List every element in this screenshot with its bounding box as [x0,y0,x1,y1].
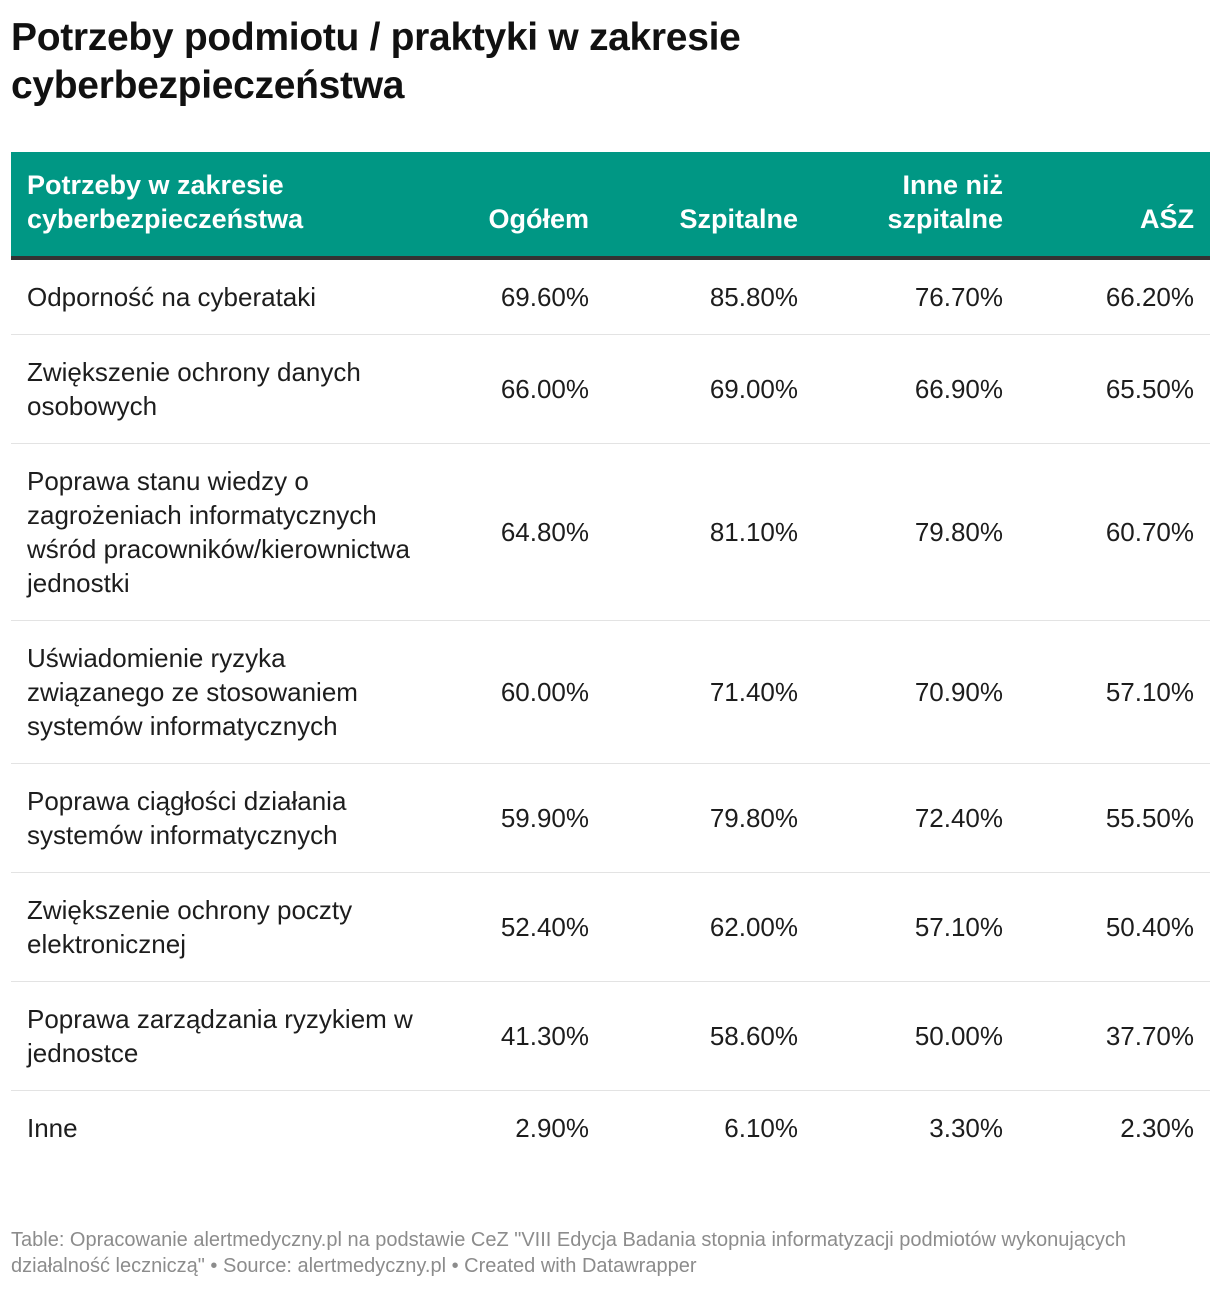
row-label: Poprawa ciągłości działania systemów informatycznych [11,764,431,873]
cell-non-hospital: 66.90% [814,335,1019,444]
cell-asz: 55.50% [1019,764,1210,873]
cell-overall: 59.90% [431,764,605,873]
cell-overall: 2.90% [515,1113,589,1143]
cell-asz: 2.30% [1120,1113,1194,1143]
cell-hospital: 85.80% [605,258,814,335]
table-row [11,444,1210,621]
column-header-hospital[interactable]: Szpitalne [605,152,814,258]
cell-overall: 64.80% [431,444,605,621]
cell-overall: 69.60% [431,258,605,335]
cell-hospital: 71.40% [605,621,814,764]
cell-hospital: 62.00% [605,873,814,982]
cell-non-hospital: 57.10% [814,873,1019,982]
table-row [11,258,1210,335]
cell-asz: 60.70% [1019,444,1210,621]
table-row [11,982,1210,1091]
table-header [11,152,1210,258]
cell-hospital: 58.60% [605,982,814,1091]
table-row [11,335,1210,444]
cell-overall: 60.00% [431,621,605,764]
cell-asz: 65.50% [1019,335,1210,444]
cell-non-hospital: 50.00% [814,982,1019,1091]
row-label: Uświadomienie ryzyka związanego ze stosowaniem systemów informatycznych [11,621,431,764]
cell-non-hospital: 76.70% [814,258,1019,335]
table-row [11,1091,1210,1166]
table-body [11,258,1210,1165]
column-header-asz[interactable]: AŚZ [1019,152,1210,258]
cell-hospital: 79.80% [605,764,814,873]
data-table [11,152,1210,1165]
row-label: Poprawa zarządzania ryzykiem w jednostce [11,982,431,1091]
table-row [11,873,1210,982]
source-footer: Table: Opracowanie alertmedyczny.pl na podstawie CeZ "VIII Edycja Badania stopnia informatyzacji podmiotów wykonujących działalność leczniczą" • Source: alertmedyczny.pl • Created with Datawrapper [11,1229,1127,1277]
cell-hospital: 69.00% [605,335,814,444]
column-header-overall[interactable]: Ogółem [431,152,605,258]
cell-overall: 66.00% [431,335,605,444]
row-label: Odporność na cyberataki [11,258,431,335]
column-header-non-hospital[interactable]: Inne niż szpitalne [814,152,1019,258]
header-row [11,152,1210,258]
cell-non-hospital: 70.90% [814,621,1019,764]
cell-asz: 37.70% [1019,982,1210,1091]
cell-asz: 50.40% [1019,873,1210,982]
cell-overall: 52.40% [431,873,605,982]
cell-asz: 66.20% [1019,258,1210,335]
cell-non-hospital: 3.30% [929,1113,1003,1143]
data-table-container [11,152,1210,1165]
table-row [11,764,1210,873]
cell-non-hospital: 79.80% [814,444,1019,621]
cell-overall: 41.30% [431,982,605,1091]
row-label: Poprawa stanu wiedzy o zagrożeniach informatycznych wśród pracowników/kierownictwa jednostki [11,444,431,621]
table-row [11,621,1210,764]
row-label: Zwiększenie ochrony poczty elektronicznej [11,873,431,982]
chart-title: Potrzeby podmiotu / praktyki w zakresie cyberbezpieczeństwa [11,16,741,107]
cell-asz: 57.10% [1019,621,1210,764]
column-header-need[interactable]: Potrzeby w zakresie cyberbezpieczeństwa [11,152,431,258]
row-label: Inne [27,1113,78,1143]
cell-hospital: 81.10% [605,444,814,621]
cell-hospital: 6.10% [724,1113,798,1143]
row-label: Zwiększenie ochrony danych osobowych [11,335,431,444]
cell-non-hospital: 72.40% [814,764,1019,873]
